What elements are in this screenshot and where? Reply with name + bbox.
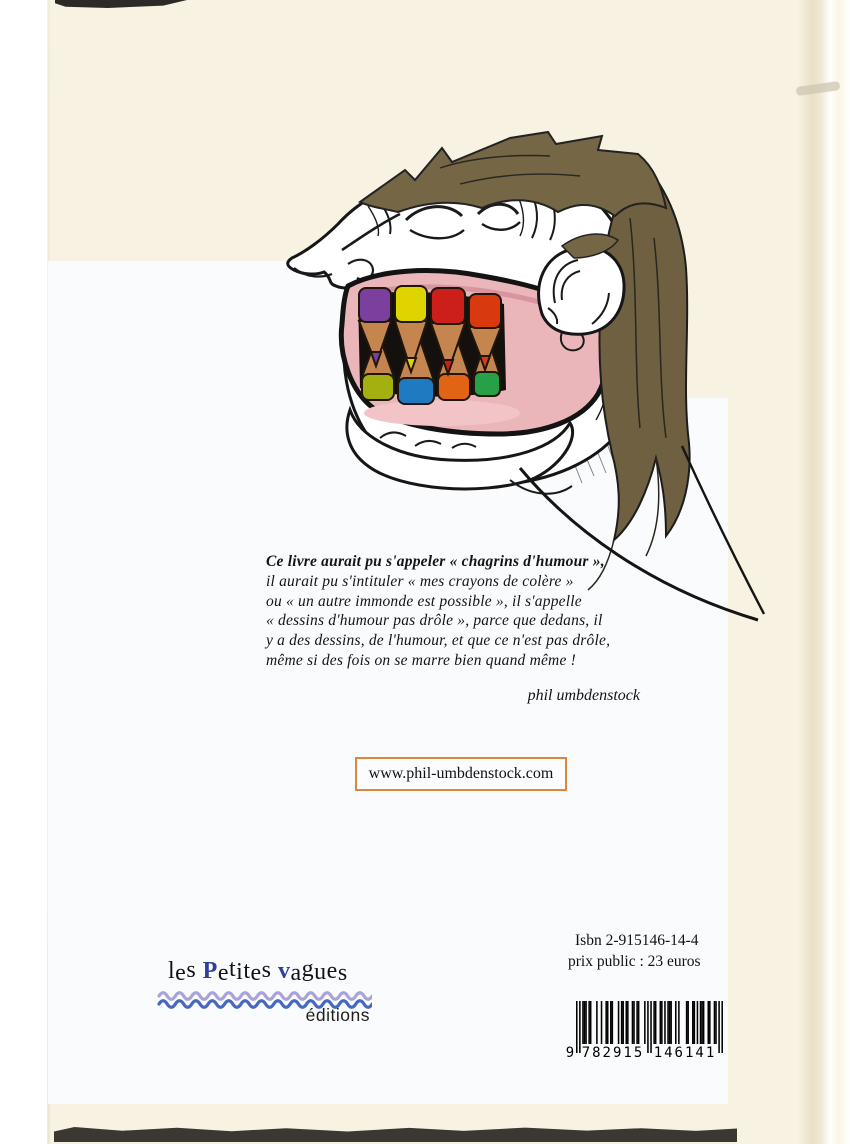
sales-info (568, 930, 701, 972)
barcode-lead-digit: 9 (565, 1045, 575, 1061)
barcode-group1: 782915 (581, 1045, 645, 1061)
publisher-logo (168, 958, 378, 1033)
quote-lead-line: Ce livre aurait pu s'appeler « chagrins d'humour », (266, 553, 605, 570)
barcode-group2: 146141 (653, 1045, 717, 1061)
quote-line: ou « un autre immonde est possible », il s'appelle (266, 592, 582, 610)
isbn-text: Isbn 2-915146-14-4 (575, 932, 699, 949)
page-right-edge (798, 0, 850, 1144)
quote-line: « dessins d'humour pas drôle », parce que dedans, il (266, 612, 603, 630)
website-box (355, 757, 567, 791)
publisher-name: les Petites vagues (168, 956, 348, 986)
back-cover-quote (266, 552, 696, 671)
website-url: www.phil-umbdenstock.com (368, 765, 554, 782)
quote-line: il aurait pu s'intituler « mes crayons de colère » (266, 572, 574, 590)
price-text: prix public : 23 euros (568, 953, 701, 970)
scan-bottom-edge (54, 1127, 737, 1142)
quote-line: y a des dessins, de l'humour, et que ce n'est pas drôle, (266, 632, 611, 650)
quote-line: même si des fois on se marre bien quand même ! (266, 651, 576, 669)
author-signature: phil umbdenstock (527, 687, 640, 704)
ean13-barcode (566, 1000, 738, 1078)
publisher-tagline: éditions (305, 1005, 370, 1025)
